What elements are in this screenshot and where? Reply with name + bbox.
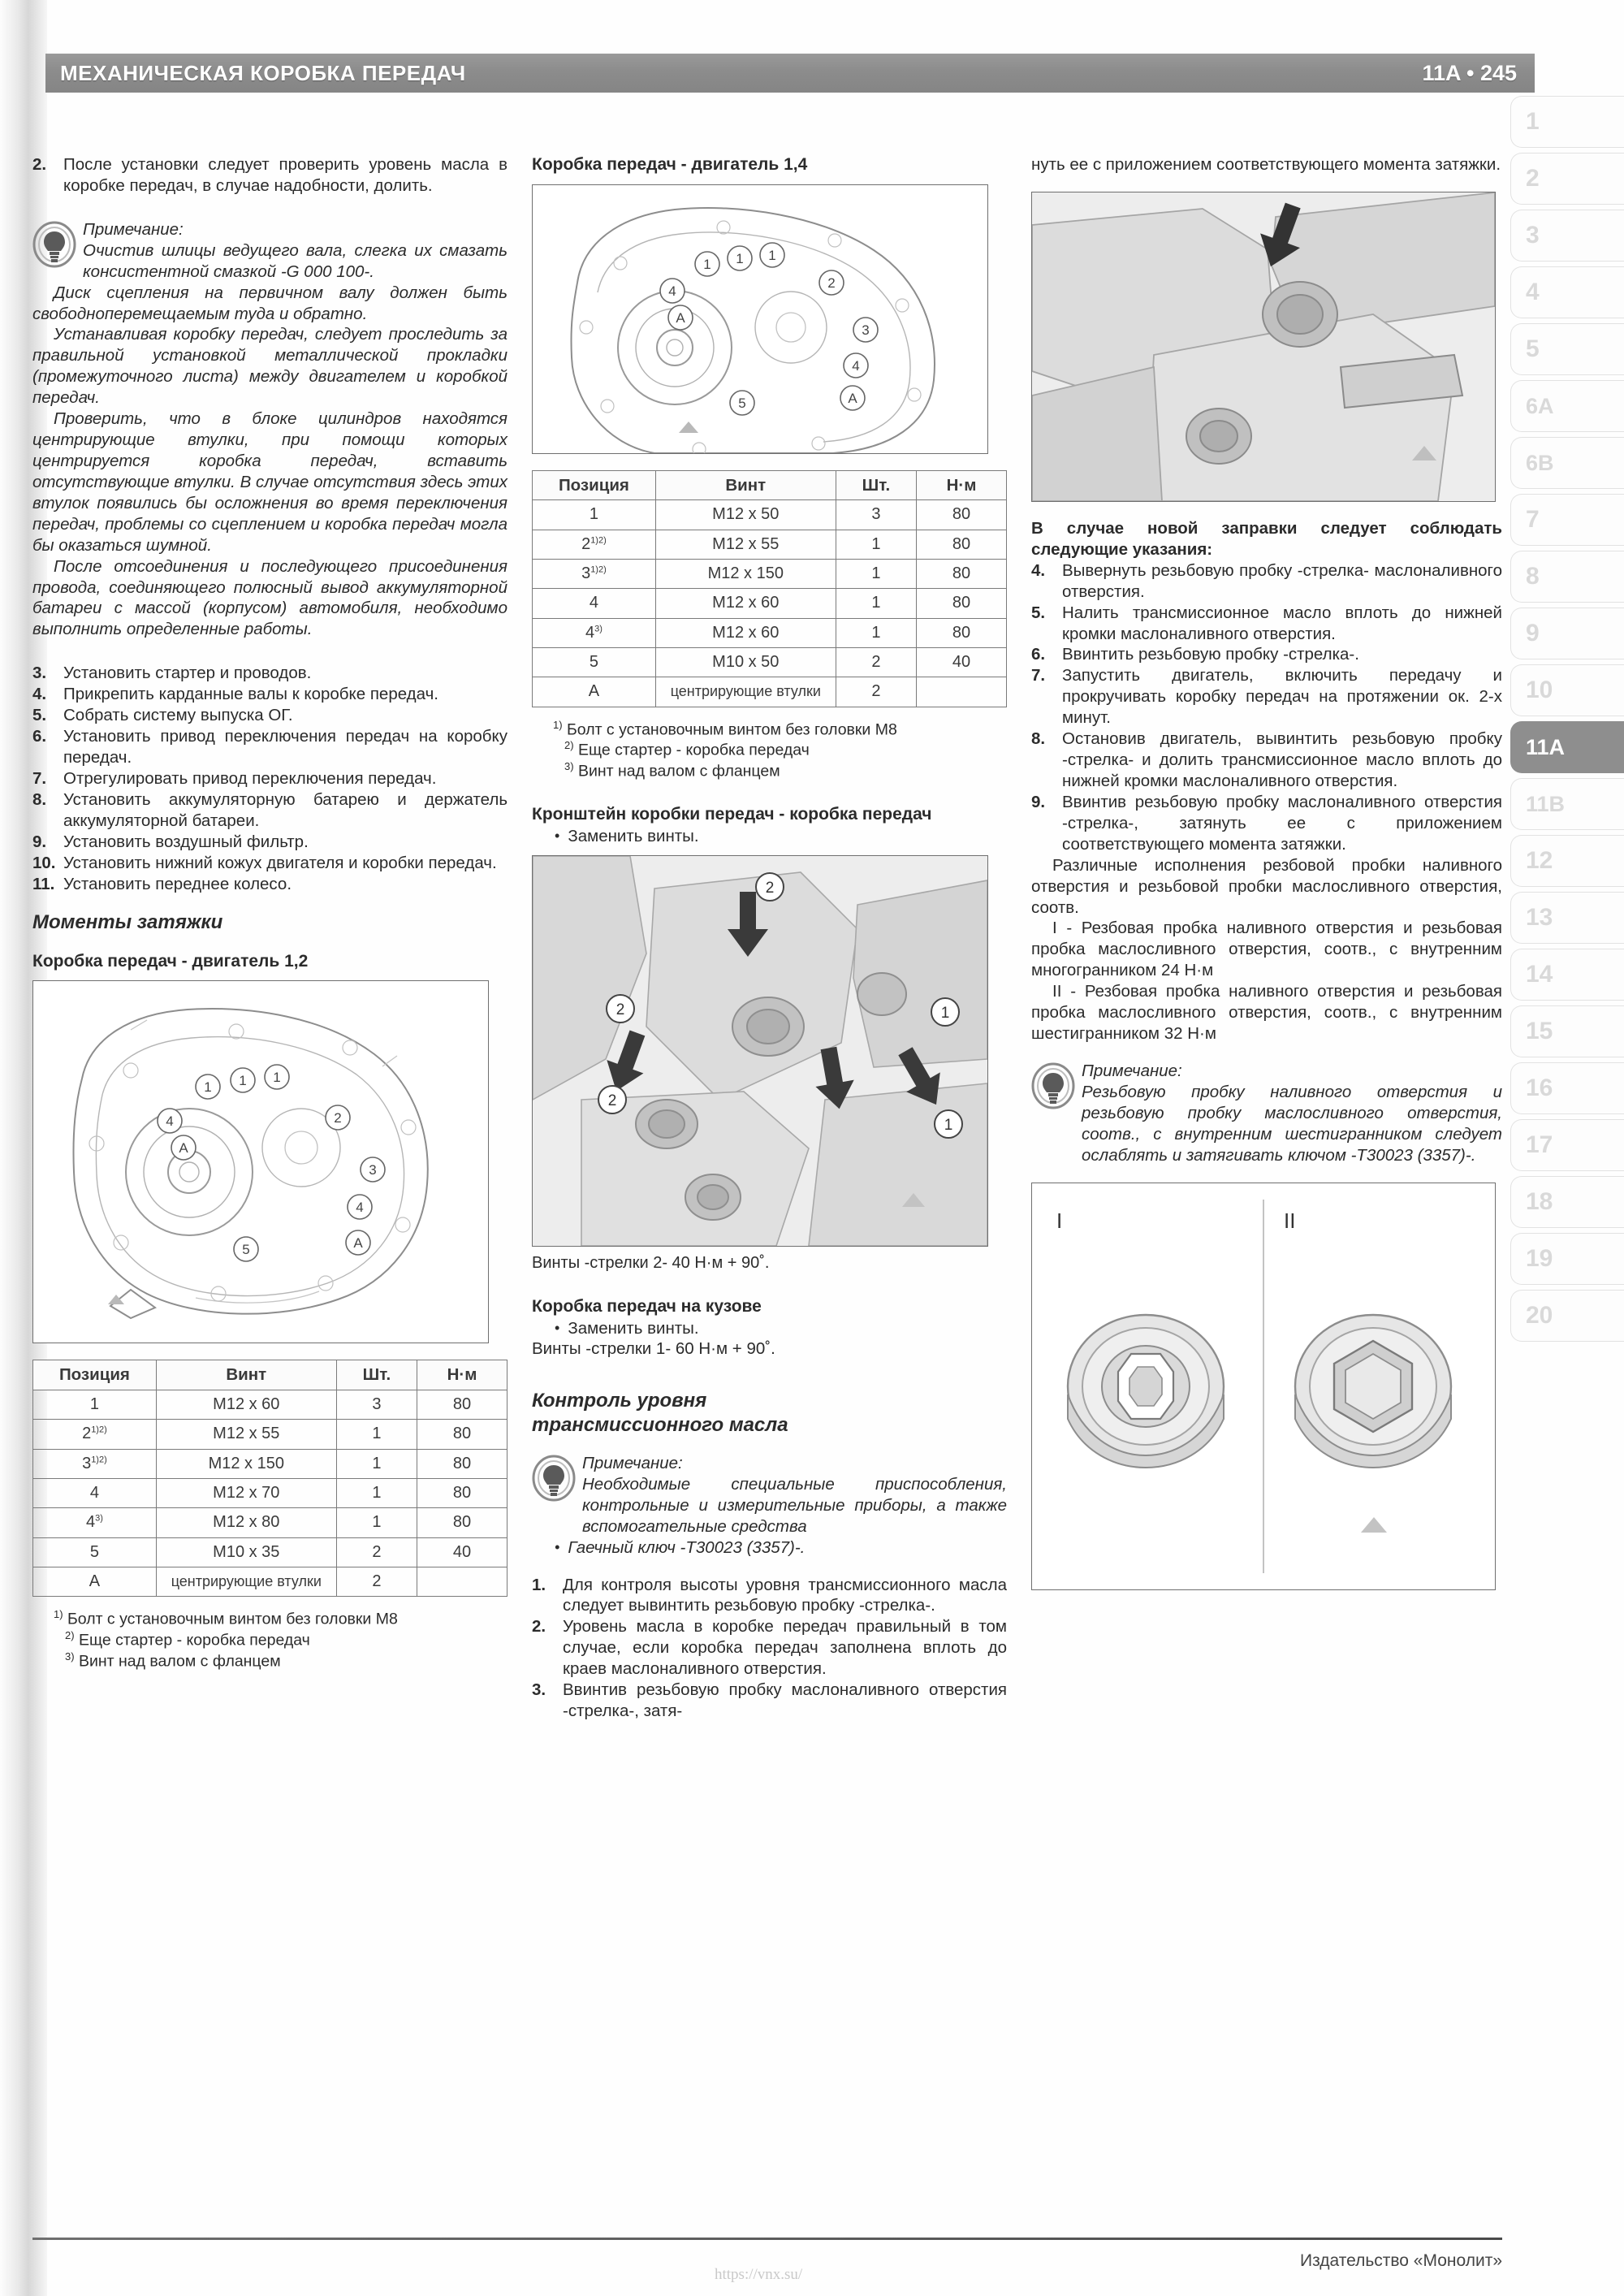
table-header-row (533, 470, 1007, 500)
index-tab-5[interactable]: 5 (1510, 323, 1624, 375)
cell-position: 4 (33, 1479, 157, 1508)
svg-text:1: 1 (204, 1079, 212, 1096)
step-item (32, 663, 508, 684)
table-row (33, 1537, 508, 1567)
index-tab-1[interactable]: 1 (1510, 96, 1624, 148)
cell-qty: 1 (336, 1508, 417, 1537)
step-item (32, 768, 508, 789)
cell-nm: 40 (417, 1537, 508, 1567)
cell-screw: M12 x 80 (156, 1508, 336, 1537)
column-header-screw: Винт (156, 1360, 336, 1390)
index-tab-11a[interactable]: 11A (1510, 721, 1624, 773)
footnote: $^{3)}$ Винт над валом с фланцем (65, 1650, 281, 1671)
svg-text:5: 5 (242, 1242, 250, 1258)
step-number: 3. (532, 1680, 546, 1700)
table-row (33, 1567, 508, 1596)
cell-position: 1 (533, 500, 656, 530)
footnote: $^{2)}$ Еще стартер - коробка передач (65, 1629, 310, 1650)
cell-nm: 80 (417, 1508, 508, 1537)
step-text: Остановив двигатель, вывинтить резьбовую пробку -стрелка- и долить трансмиссионное масло вплоть до нижней кромки маслоналивного отверстия. (1062, 729, 1502, 790)
cell-position: 5 (533, 647, 656, 677)
index-tab-10[interactable]: 10 (1510, 664, 1624, 716)
step-number: 6. (32, 727, 47, 746)
bullet-item (555, 1318, 1007, 1339)
gearbox-housing-drawing (33, 981, 488, 1343)
svg-text:1: 1 (239, 1073, 247, 1089)
cell-position: 4 (533, 589, 656, 618)
note-label: Примечание: (83, 219, 184, 239)
svg-text:3: 3 (862, 322, 870, 338)
cell-nm: 80 (417, 1479, 508, 1508)
publisher-name: Издательство «Монолит» (1299, 2251, 1502, 2270)
note-text: Резьбовую пробку наливного отверстия и резьбовую пробку маслосливного отверстия, соотв., с внутренним шестигранником следует ослаблять и затягивать ключом -T30023 (3357)-. (1082, 1082, 1502, 1165)
cell-qty: 2 (836, 677, 916, 707)
gearbox-housing-diagram-1-2 (32, 980, 489, 1343)
cell-qty: 1 (336, 1449, 417, 1478)
lightbulb-icon (32, 221, 76, 268)
index-tab-9[interactable]: 9 (1510, 608, 1624, 659)
step-number: 8. (32, 789, 47, 809)
index-tab-20[interactable]: 20 (1510, 1290, 1624, 1342)
step-number: 6. (1031, 645, 1046, 664)
step-item (32, 154, 508, 197)
cell-qty: 3 (336, 1390, 417, 1420)
svg-text:4: 4 (852, 357, 860, 374)
step-item (532, 1616, 1007, 1680)
subsection-heading: Коробка передач - двигатель 1,2 (32, 951, 309, 971)
cell-nm (417, 1567, 508, 1596)
note-block (1031, 1061, 1502, 1166)
note-paragraph: Устанавливая коробку передач, следует проследить за правильной установкой металлической прокладки (промежуточного листа) между двигателем и коробкой передач. (32, 325, 508, 408)
torque-table-engine-1-2 (32, 1360, 508, 1597)
table-row (533, 500, 1007, 530)
cell-qty: 1 (836, 618, 916, 647)
cell-screw: M12 x 55 (156, 1420, 336, 1449)
table-row (33, 1390, 508, 1420)
step-text: Установить стартер и проводов. (63, 664, 312, 683)
cell-qty: 1 (836, 560, 916, 589)
step-text: Установить аккумуляторную батарею и держатель аккумуляторной батареи. (63, 789, 508, 830)
subsection-heading: Коробка передач на кузове (532, 1296, 762, 1316)
cell-screw: M12 x 150 (156, 1449, 336, 1478)
cell-qty: 2 (836, 647, 916, 677)
step-number: 10. (32, 853, 56, 872)
step-text: Собрать систему выпуска ОГ. (63, 706, 293, 725)
cell-screw: M12 x 150 (655, 560, 836, 589)
index-tab-12[interactable]: 12 (1510, 835, 1624, 887)
index-tab-17[interactable]: 17 (1510, 1119, 1624, 1171)
cell-qty: 1 (336, 1479, 417, 1508)
note-label: Примечание: (582, 1453, 683, 1472)
cell-qty: 2 (336, 1537, 417, 1567)
step-number: 8. (1031, 729, 1046, 749)
cell-screw: M12 x 60 (655, 618, 836, 647)
step-text: Ввинтив резьбовую пробку маслоналивного отверстия -стрелка-, затя- (563, 1680, 1007, 1721)
cell-screw: M12 x 70 (156, 1479, 336, 1508)
step-number: 2. (32, 155, 47, 174)
cell-screw: центрирующие втулки (655, 677, 836, 707)
svg-text:A: A (848, 390, 857, 406)
column-header-nm: Н·м (417, 1360, 508, 1390)
cell-nm: 80 (917, 560, 1007, 589)
index-tab-11b[interactable]: 11B (1510, 778, 1624, 830)
step-item (32, 874, 508, 895)
svg-text:3: 3 (369, 1162, 377, 1178)
index-tab-8[interactable]: 8 (1510, 551, 1624, 603)
step-item (1031, 644, 1502, 665)
table-row (533, 647, 1007, 677)
step-number: 4. (1031, 560, 1046, 580)
plug-variants-drawing (1032, 1183, 1495, 1589)
section-heading-oil-check-2: трансмиссионного масла (532, 1413, 788, 1436)
table-row (533, 618, 1007, 647)
watermark-url: https://vnx.su/ (715, 2266, 803, 2283)
index-tab-14[interactable]: 14 (1510, 949, 1624, 1001)
step-number: 5. (1031, 603, 1046, 622)
figure-caption: Винты -стрелки 2- 40 Н·м + 90˚. (532, 1253, 770, 1272)
step-item (1031, 665, 1502, 729)
torque-table-engine-1-4 (532, 470, 1007, 707)
table-row (533, 560, 1007, 589)
step-item (32, 705, 508, 726)
step-text: Ввинтить резьбовую пробку -стрелка-. (1062, 645, 1359, 664)
variants-paragraph: Различные исполнения резбовой пробки наливного отверстия и резьбовой пробки маслосливного отверстия, соотв. (1031, 855, 1502, 917)
section-heading-torque: Моменты затяжки (32, 911, 223, 934)
footnote: $^{1)}$ Болт с установочным винтом без головки M8 (553, 718, 897, 739)
step-number: 4. (32, 685, 47, 704)
step-text: Установить воздушный фильтр. (63, 832, 309, 851)
cell-screw: центрирующие втулки (156, 1567, 336, 1596)
cell-nm: 40 (917, 647, 1007, 677)
step-number: 11. (32, 874, 55, 893)
cell-nm: 80 (917, 530, 1007, 559)
step-text: Для контроля высоты уровня трансмиссионного масла следует вывинтить резьбовую пробку -стрелка-. (563, 1575, 1007, 1615)
step-number: 7. (32, 768, 47, 788)
cell-position: 4$^{3)}$ (33, 1508, 157, 1537)
middle-column (532, 154, 1007, 1722)
variant-I-paragraph: I - Резбовая пробка наливного отверстия и резьбовая пробка маслосливного отверстия, соотв., с внутренним многогранником 24 Н·м (1031, 919, 1502, 980)
index-tab-6a[interactable]: 6A (1510, 380, 1624, 432)
column-header-screw: Винт (655, 470, 836, 500)
monolit-logo-mark (679, 422, 698, 433)
bracket-photo-drawing (533, 856, 987, 1246)
section-heading-refill: В случае новой заправки следует соблюдать следующие указания: (1031, 518, 1502, 559)
cell-nm: 80 (417, 1390, 508, 1420)
lightbulb-icon (532, 1455, 576, 1502)
footnote: $^{1)}$ Болт с установочным винтом без головки M8 (54, 1608, 398, 1628)
table-row (533, 677, 1007, 707)
variant-label-I: I (1056, 1208, 1063, 1233)
step-text: Налить трансмиссионное масло вплоть до нижней кромки маслоналивного отверстия. (1062, 603, 1502, 643)
cell-nm: 80 (917, 589, 1007, 618)
column-header-qty: Шт. (336, 1360, 417, 1390)
step-item (32, 832, 508, 853)
column-header-position: Позиция (533, 470, 656, 500)
step-text: Вывернуть резьбовую пробку -стрелка- маслоналивного отверстия. (1062, 560, 1502, 601)
table-header-row (33, 1360, 508, 1390)
note-label: Примечание: (1082, 1061, 1182, 1080)
bullet-dot: • (555, 827, 560, 844)
cell-position: A (33, 1567, 157, 1596)
cell-position: A (533, 677, 656, 707)
cell-position: $2^{1)2)}$ (33, 1420, 157, 1449)
step-item (1031, 560, 1502, 603)
oil-filler-plug-photo (1031, 192, 1496, 502)
note-block (32, 219, 508, 283)
svg-text:2: 2 (615, 1001, 625, 1018)
bullet-text: Заменить винты. (568, 1318, 699, 1338)
page-number: 11A • 245 (1422, 60, 1517, 85)
note-paragraph: Проверить, что в блоке цилиндров находятся центрирующие втулки, при помощи которых центрируется коробка передач, вставить отсутствующие втулки. В случае отсутствия здесь этих втулок появились бы осложнения во время переключения передач, проблемы со сцеплением и коробка передач могла бы оказаться шумной. (32, 409, 508, 555)
cell-position: 4$^{3)}$ (533, 618, 656, 647)
bullet-dot: • (555, 1319, 560, 1336)
cell-position: $3^{1)2)}$ (533, 560, 656, 589)
cell-qty: 1 (836, 589, 916, 618)
variant-II-paragraph: II - Резбовая пробка наливного отверстия и резьбовая пробка маслосливного отверстия, соотв., с внутренним шестигранником 32 Н·м (1031, 982, 1502, 1044)
step-item (532, 1680, 1007, 1722)
table-row (33, 1420, 508, 1449)
index-tab-4[interactable]: 4 (1510, 266, 1624, 318)
cell-qty: 2 (336, 1567, 417, 1596)
svg-text:2: 2 (334, 1110, 342, 1126)
note-text: Необходимые специальные приспособления, контрольные и измерительные приборы, а также вспомогательные средства (582, 1474, 1007, 1536)
index-tab-19[interactable]: 19 (1510, 1233, 1624, 1285)
step-item (32, 726, 508, 768)
cell-screw: M10 x 35 (156, 1537, 336, 1567)
footer-divider (32, 2238, 1502, 2240)
svg-text:A: A (179, 1140, 188, 1157)
note-block (532, 1453, 1007, 1537)
step-text: Установить нижний кожух двигателя и коробки передач. (63, 853, 497, 872)
svg-text:1: 1 (944, 1116, 953, 1134)
variant-label-II: II (1284, 1208, 1296, 1233)
svg-text:1: 1 (768, 247, 776, 263)
index-tab-3[interactable]: 3 (1510, 210, 1624, 262)
left-column (32, 154, 508, 1671)
index-tab-15[interactable]: 15 (1510, 1005, 1624, 1057)
step-text: Уровень масла в коробке передач правильный в том случае, если коробка передач заполнена вплоть до краев маслоналивного отверстия. (563, 1617, 1007, 1679)
table-row (33, 1508, 508, 1537)
gearbox-bracket-photo (532, 855, 988, 1247)
table-row (33, 1449, 508, 1478)
step-text: Установить переднее колесо. (63, 874, 292, 893)
svg-text:1: 1 (940, 1004, 950, 1022)
index-tab-16[interactable]: 16 (1510, 1062, 1624, 1114)
svg-text:A: A (676, 309, 685, 326)
cell-qty: 1 (836, 530, 916, 559)
subsection-heading: Кронштейн коробки передач - коробка передач (532, 805, 932, 824)
step-item (32, 853, 508, 874)
cell-nm: 80 (917, 618, 1007, 647)
page-title: МЕХАНИЧЕСКАЯ КОРОБКА ПЕРЕДАЧ (60, 60, 466, 85)
step-item (1031, 729, 1502, 792)
lightbulb-icon (1031, 1062, 1075, 1109)
svg-text:1: 1 (736, 250, 744, 266)
step-text: Ввинтив резьбовую пробку маслоналивного отверстия -стрелка-, затянуть ее с приложением соответствующего момента затяжки. (1062, 792, 1502, 854)
cell-position: 1 (33, 1390, 157, 1420)
gearbox-housing-drawing-2 (533, 185, 987, 453)
continuation-paragraph: нуть ее с приложением соответствующего момента затяжки. (1031, 155, 1501, 174)
cell-nm (917, 677, 1007, 707)
column-header-qty: Шт. (836, 470, 916, 500)
cell-screw: M12 x 60 (156, 1390, 336, 1420)
svg-text:2: 2 (765, 879, 775, 897)
footnote: $^{2)}$ Еще стартер - коробка передач (564, 739, 810, 759)
note-paragraph: После отсоединения и последующего присоединения провода, соединяющего полюсный вывод аккумуляторной батареи с массой (корпусом) автомобиля, необходимо выполнить определенные работы. (32, 556, 508, 639)
step-number: 9. (1031, 792, 1046, 811)
step-number: 9. (32, 832, 47, 851)
cell-qty: 3 (836, 500, 916, 530)
gearbox-housing-diagram-1-4 (532, 184, 988, 454)
step-item (1031, 603, 1502, 645)
step-number: 2. (532, 1617, 546, 1637)
index-tab-6b[interactable]: 6B (1510, 437, 1624, 489)
cell-screw: M12 x 50 (655, 500, 836, 530)
note-paragraph: Очистив шлицы ведущего вала, слегка их смазать консистентной смазкой -G 000 100-. (83, 240, 508, 281)
page-header (45, 54, 1535, 93)
svg-text:4: 4 (668, 283, 676, 299)
table-row (33, 1479, 508, 1508)
figure-caption: Винты -стрелки 1- 60 Н·м + 90˚. (532, 1339, 775, 1359)
svg-text:2: 2 (827, 275, 836, 291)
bullet-dot: • (555, 1538, 560, 1555)
cell-screw: M12 x 55 (655, 530, 836, 559)
index-tab-7[interactable]: 7 (1510, 494, 1624, 546)
step-item (1031, 792, 1502, 855)
cell-screw: M12 x 60 (655, 589, 836, 618)
right-column (1031, 154, 1502, 1590)
step-text: Запустить двигатель, включить передачу и прокручивать коробку передач на протяжении ок. 2-х минут. (1062, 666, 1502, 728)
step-text: Прикрепить карданные валы к коробке передач. (63, 685, 438, 704)
bullet-text: Гаечный ключ -T30023 (3357)-. (568, 1537, 806, 1557)
column-header-nm: Н·м (917, 470, 1007, 500)
cell-position: $2^{1)2)}$ (533, 530, 656, 559)
index-tab-2[interactable]: 2 (1510, 153, 1624, 205)
svg-text:5: 5 (738, 395, 746, 411)
index-tab-13[interactable]: 13 (1510, 892, 1624, 944)
svg-text:4: 4 (356, 1200, 364, 1216)
cell-nm: 80 (417, 1449, 508, 1478)
step-text: Отрегулировать привод переключения передач. (63, 768, 437, 788)
index-tab-18[interactable]: 18 (1510, 1176, 1624, 1228)
step-item (32, 789, 508, 832)
cell-screw: M10 x 50 (655, 647, 836, 677)
step-number: 7. (1031, 666, 1046, 685)
note-paragraph: Диск сцепления на первичном валу должен быть свободноперемещаемым туда и обратно. (32, 283, 508, 323)
table-row (533, 530, 1007, 559)
table-row (533, 589, 1007, 618)
cell-position: 5 (33, 1537, 157, 1567)
oil-plug-photo-drawing (1032, 192, 1495, 501)
bullet-item (555, 826, 1007, 847)
svg-text:2: 2 (607, 1092, 617, 1109)
step-item (532, 1575, 1007, 1617)
cell-nm: 80 (417, 1420, 508, 1449)
cell-qty: 1 (336, 1420, 417, 1449)
svg-text:1: 1 (703, 256, 711, 272)
step-text: После установки следует проверить уровень масла в коробке передач, в случае надобности, долить. (63, 155, 508, 195)
svg-text:4: 4 (166, 1113, 174, 1130)
plug-variants-diagram (1031, 1183, 1496, 1590)
cell-position: $3^{1)2)}$ (33, 1449, 157, 1478)
svg-text:A: A (353, 1235, 363, 1252)
footnote: $^{3)}$ Винт над валом с фланцем (564, 760, 780, 780)
section-heading-oil-check: Контроль уровня (532, 1390, 707, 1412)
bullet-item (555, 1537, 1007, 1559)
column-header-position: Позиция (33, 1360, 157, 1390)
step-number: 3. (32, 664, 47, 683)
subsection-heading: Коробка передач - двигатель 1,4 (532, 155, 808, 174)
svg-text:1: 1 (273, 1070, 281, 1086)
step-text: Установить привод переключения передач на коробку передач. (63, 727, 508, 767)
cell-nm: 80 (917, 500, 1007, 530)
bullet-text: Заменить винты. (568, 826, 699, 845)
step-number: 1. (532, 1575, 546, 1594)
step-number: 5. (32, 706, 47, 725)
chapter-index-tabs (1510, 96, 1624, 1347)
step-item (32, 684, 508, 705)
